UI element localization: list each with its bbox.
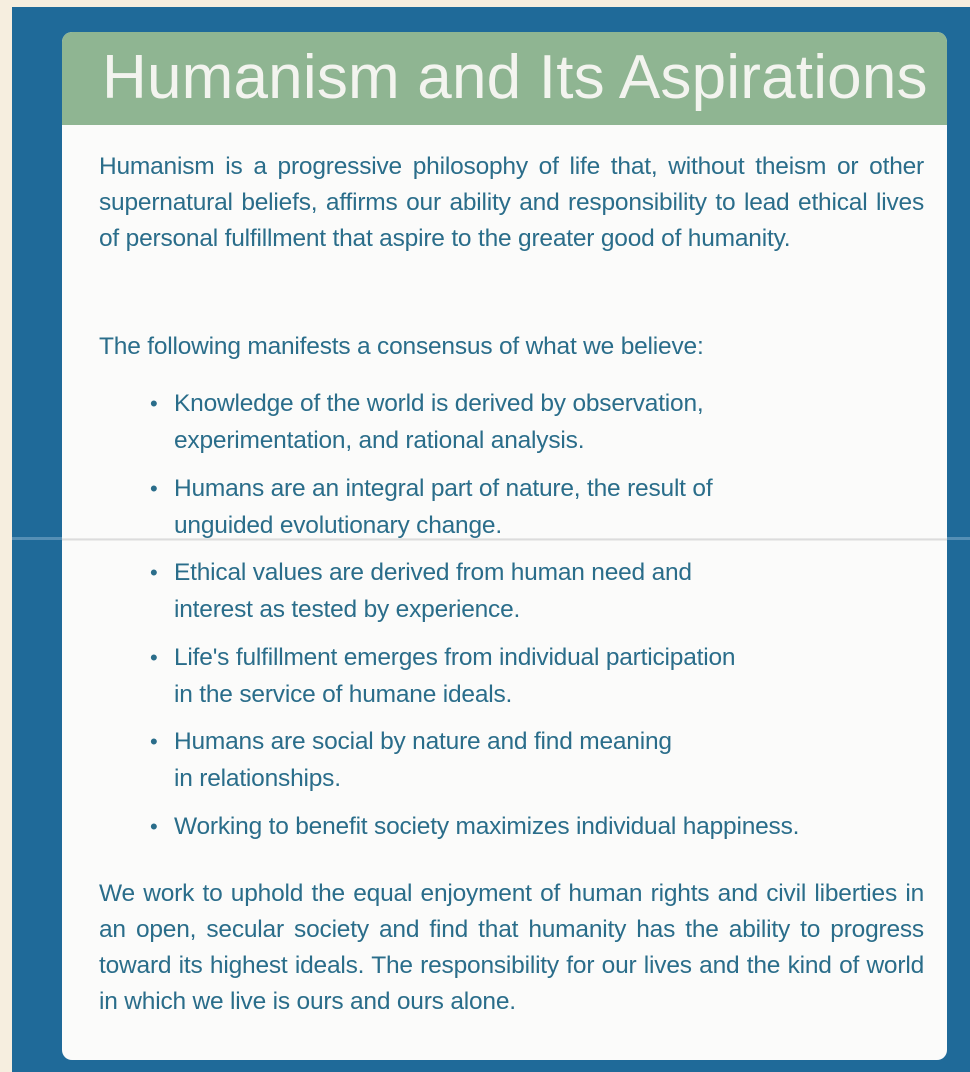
bullet-icon: • (150, 729, 158, 754)
bullet-icon: • (150, 644, 158, 670)
list-item-line: Working to benefit society maximizes individual happiness. (174, 812, 800, 840)
beliefs-list (147, 385, 799, 892)
list-item-line: Humans are an integral part of nature, the result of (174, 474, 713, 502)
list-item (147, 470, 799, 555)
list-item-line: Ethical values are derived from human need and (174, 559, 692, 586)
list-item (147, 385, 799, 470)
list-item (147, 723, 799, 808)
list-item-line: Humans are social by nature and find meaning (174, 728, 672, 755)
blue-frame (12, 7, 970, 1072)
bullet-icon: • (150, 475, 158, 501)
list-item (147, 554, 799, 639)
list-item-line: Life's fulfillment emerges from individual participation (174, 643, 736, 671)
title-banner (62, 32, 947, 125)
page-title: Humanism and Its Aspirations (102, 43, 928, 112)
list-item-line: Knowledge of the world is derived by observation, (174, 390, 704, 417)
intro-paragraph: Humanism is a progressive philosophy of life that, without theism or other supernatural beliefs, affirms our ability and responsibility to lead ethical lives of personal fulfillment that aspire to the greater good of humanity. (99, 153, 924, 252)
beliefs-lead-in: The following manifests a consensus of what we believe: (99, 333, 704, 360)
bullet-icon: • (150, 560, 158, 585)
content-card (62, 32, 947, 1060)
list-item-line: unguided evolutionary change. (174, 511, 502, 539)
list-item-line: experimentation, and rational analysis. (174, 427, 585, 454)
bullet-icon: • (150, 391, 158, 416)
list-item (147, 639, 799, 724)
bullet-icon: • (150, 813, 158, 839)
list-item-line: interest as tested by experience. (174, 596, 521, 623)
list-item-line: in the service of humane ideals. (174, 680, 513, 708)
closing-paragraph: We work to uphold the equal enjoyment of human rights and civil liberties in an open, secular society and find that humanity has the ability to progress toward its highest ideals. The responsibility for our lives and the kind of world in which we live is ours and ours alone. (99, 880, 924, 1015)
list-item-line: in relationships. (174, 765, 341, 792)
